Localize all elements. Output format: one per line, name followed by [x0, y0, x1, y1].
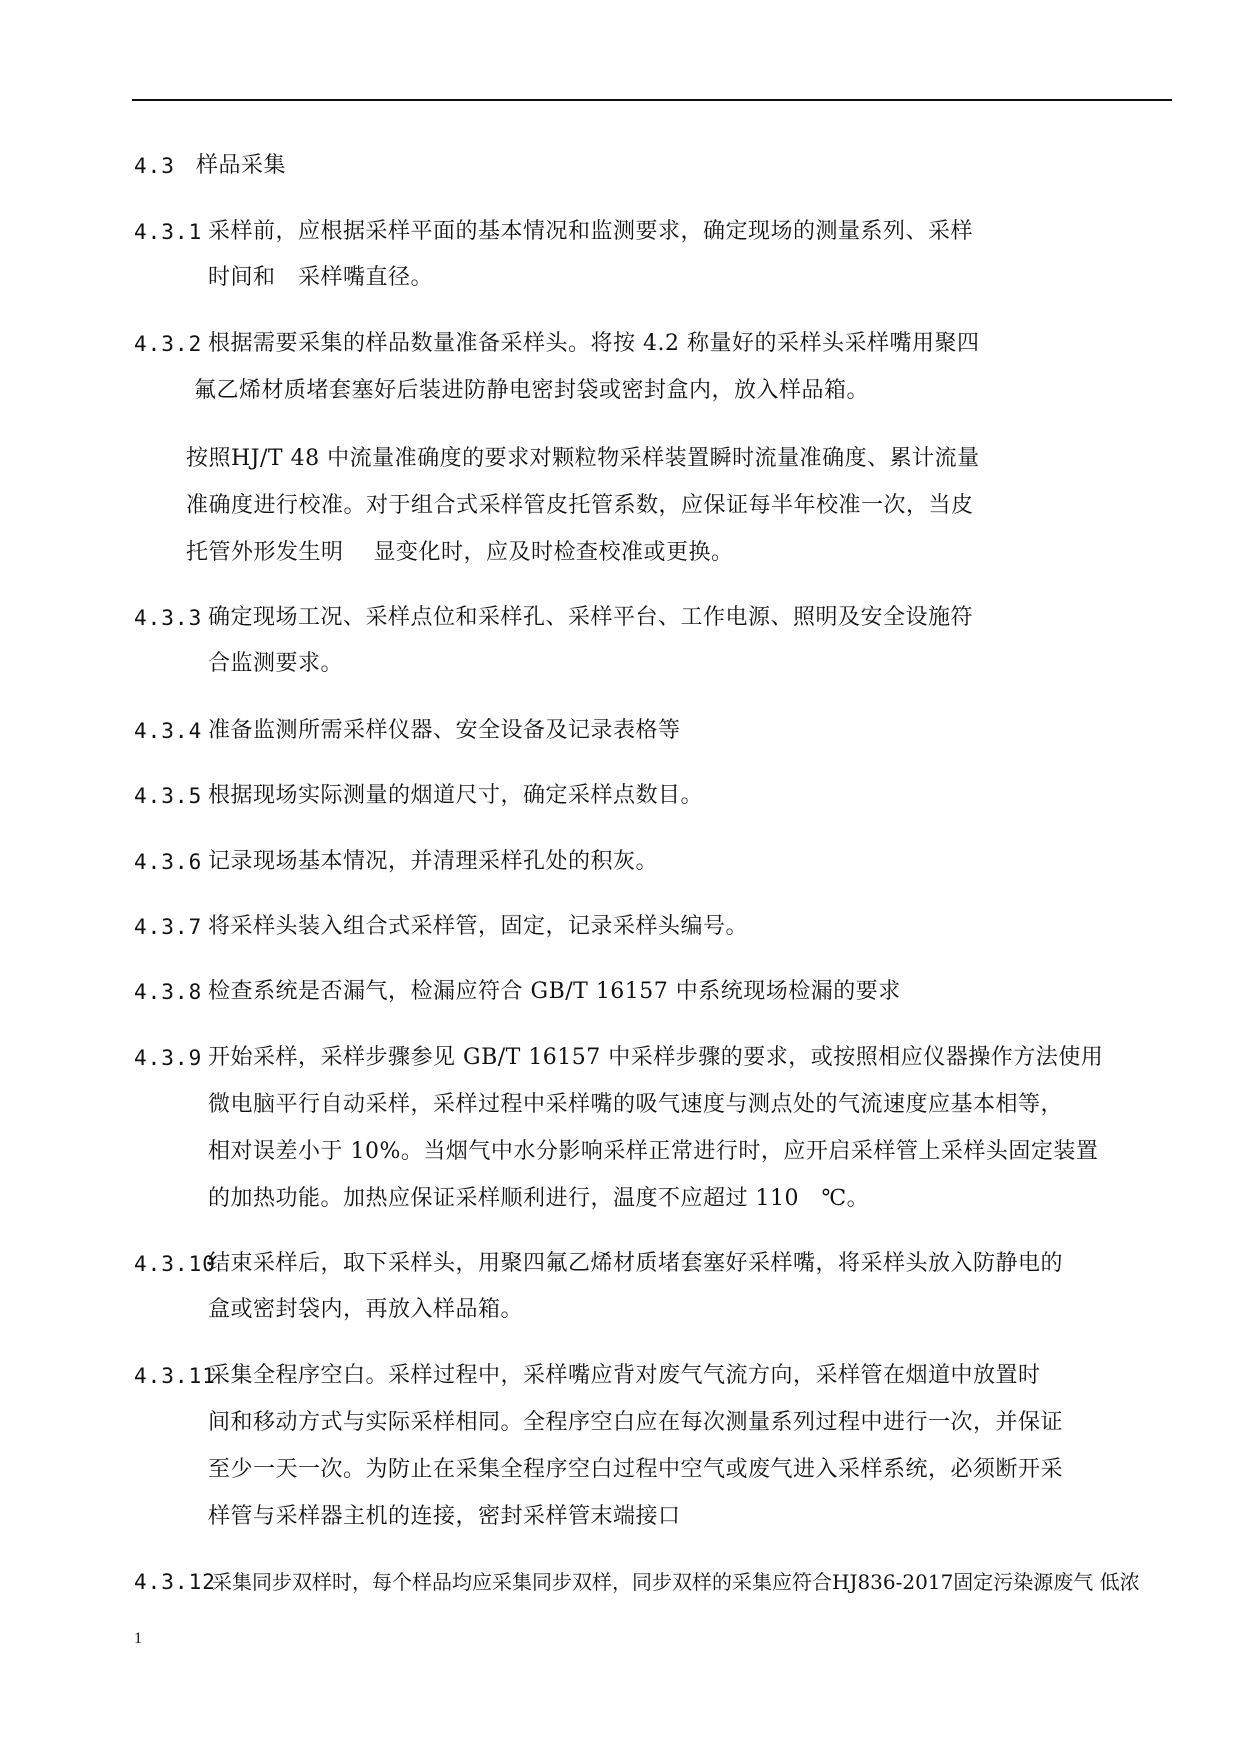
item-line: 准备监测所需采样仪器、安全设备及记录表格等	[208, 718, 681, 743]
header-rule	[132, 99, 1172, 101]
item-number: 4.3.1	[134, 220, 203, 244]
item-number: 4.3.8	[134, 980, 203, 1004]
page-number: 1	[134, 1630, 142, 1647]
item-number: 4.3.12	[134, 1570, 216, 1594]
item-number: 4.3.9	[134, 1046, 203, 1070]
item-number: 4.3.5	[134, 784, 203, 808]
section-number: 4.3	[134, 154, 175, 178]
item-number: 4.3.3	[134, 606, 203, 630]
item-number: 4.3.11	[134, 1364, 216, 1388]
item-line: 微电脑平行自动采样，采样过程中采样嘴的吸气速度与测点处的气流速度应基本相等，	[208, 1092, 1064, 1117]
item-number: 4.3.2	[134, 332, 203, 356]
item-line: 采集同步双样时，每个样品均应采集同步双样，同步双样的采集应符合HJ836-2017固定污染源废气 低浓	[212, 1570, 1140, 1594]
item-line: 时间和 采样嘴直径。	[208, 265, 434, 290]
item-line: 相对误差小于 10%。当烟气中水分影响采样正常进行时，应开启采样管上采样头固定装置	[208, 1139, 1099, 1164]
item-number: 4.3.6	[134, 850, 203, 874]
item-line: 盒或密封袋内，再放入样品箱。	[208, 1297, 524, 1322]
item-line: 将采样头装入组合式采样管，固定，记录采样头编号。	[208, 914, 749, 939]
item-line: 的加热功能。加热应保证采样顺利进行，温度不应超过 110 ℃。	[208, 1186, 870, 1211]
paragraph-line: 托管外形发生明 显变化时，应及时检查校准或更换。	[186, 540, 734, 565]
item-line: 根据需要采集的样品数量准备采样头。将按 4.2 称量好的采样头采样嘴用聚四	[208, 331, 980, 356]
item-line: 开始采样，采样步骤参见 GB/T 16157 中采样步骤的要求，或按照相应仪器操作方法使用	[208, 1045, 1104, 1070]
item-line: 确定现场工况、采样点位和采样孔、采样平台、工作电源、照明及安全设施符	[208, 605, 974, 630]
item-line: 检查系统是否漏气，检漏应符合 GB/T 16157 中系统现场检漏的要求	[208, 979, 901, 1004]
paragraph-line: 准确度进行校准。对于组合式采样管皮托管系数，应保证每半年校准一次，当皮	[186, 493, 974, 518]
item-line: 间和移动方式与实际采样相同。全程序空白应在每次测量系列过程中进行一次，并保证	[208, 1410, 1064, 1435]
item-line: 氟乙烯材质堵套塞好后装进防静电密封袋或密封盒内，放入样品箱。	[194, 378, 870, 403]
item-number: 4.3.4	[134, 719, 203, 743]
item-line: 采集全程序空白。采样过程中，采样嘴应背对废气气流方向，采样管在烟道中放置时	[208, 1363, 1041, 1388]
section-title: 样品采集	[196, 153, 287, 178]
item-number: 4.3.10	[134, 1252, 216, 1276]
item-line: 根据现场实际测量的烟道尺寸，确定采样点数目。	[208, 783, 704, 808]
item-line: 采样前，应根据采样平面的基本情况和监测要求，确定现场的测量系列、采样	[208, 219, 974, 244]
item-number: 4.3.7	[134, 915, 203, 939]
item-line: 记录现场基本情况，并清理采样孔处的积灰。	[208, 849, 659, 874]
item-line: 结束采样后，取下采样头，用聚四氟乙烯材质堵套塞好采样嘴，将采样头放入防静电的	[208, 1251, 1064, 1276]
item-line: 合监测要求。	[208, 651, 344, 676]
paragraph-line: 按照HJ/T 48 中流量准确度的要求对颗粒物采样装置瞬时流量准确度、累计流量	[186, 446, 980, 471]
item-line: 至少一天一次。为防止在采集全程序空白过程中空气或废气进入采样系统，必须断开采	[208, 1457, 1064, 1482]
item-line: 样管与采样器主机的连接，密封采样管末端接口	[208, 1504, 681, 1529]
